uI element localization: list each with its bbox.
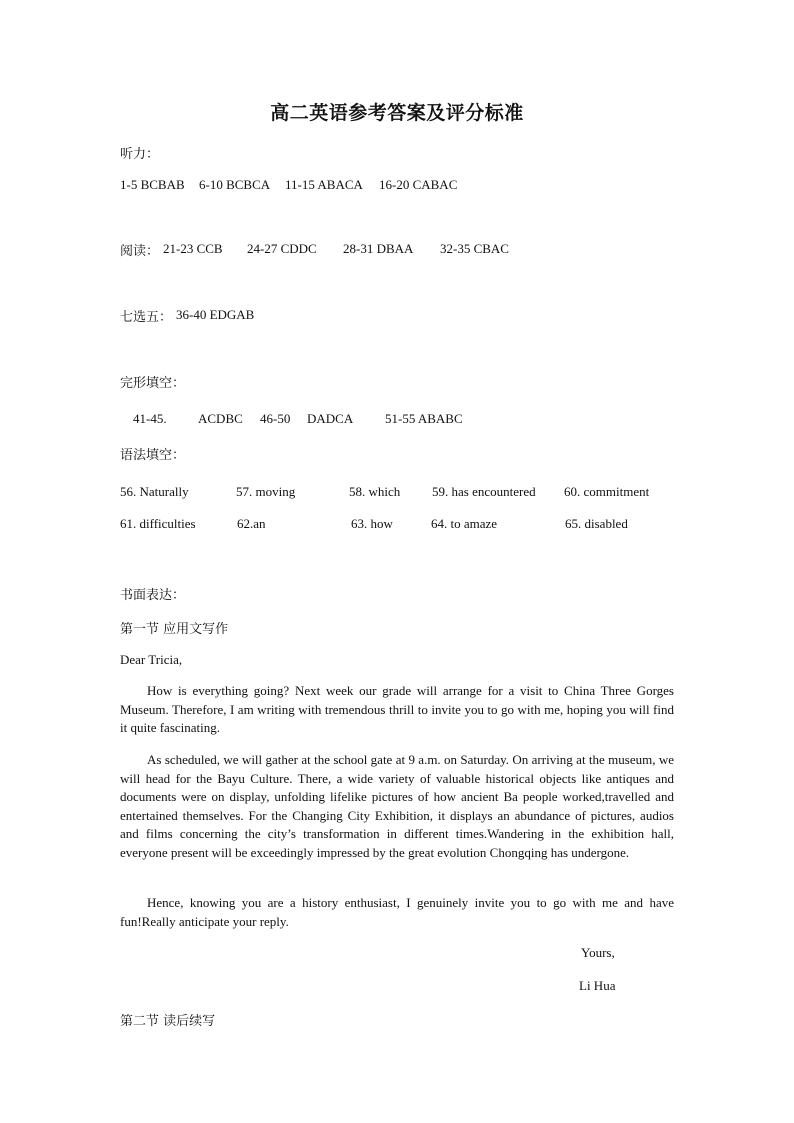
listening-answers-4: 16-20 CABAC — [379, 177, 458, 192]
grammar-answer-59: 59. has encountered — [432, 484, 536, 499]
reading-answers-2: 24-27 CDDC — [247, 241, 317, 256]
cloze-answers-2: DADCA — [307, 411, 354, 426]
page-title: 高二英语参考答案及评分标准 — [270, 102, 524, 124]
cloze-label: 完形填空： — [120, 376, 186, 391]
grammar-answer-61: 61. difficulties — [120, 516, 196, 531]
letter-closing: Yours, — [581, 945, 615, 960]
cloze-range-1: 41-45. — [133, 411, 167, 426]
seven-choose-five-label: 七选五： — [120, 310, 173, 325]
listening-answers-1: 1-5 BCBAB — [120, 177, 185, 192]
letter-paragraph-1: How is everything going? Next week our grade will arrange for a visit to China Three Gorges Museum. Therefore, I am writing with tremendous thrill to invite you to go with me, hoping you will find it quite fascinating. — [120, 683, 674, 735]
listening-answers-3: 11-15 ABACA — [285, 177, 363, 192]
reading-label: 阅读： — [120, 244, 160, 259]
letter-paragraph-2: As scheduled, we will gather at the school gate at 9 a.m. on Saturday. On arriving at the museum, we will head for the Bayu Culture. There, a wide variety of valuable historical objects like antiques and documents were on display, unfolding lifelike pictures of how ancient Ba people worked,travelled and entertained themselves. For the Changing City Exhibition, it displays an abundance of pictures, audios and films concerning the city’s transformation in different times.Wandering in the exhibition hall, everyone present will be exceedingly impressed by the great evolution Chongqing has undergone. — [120, 752, 674, 860]
writing-label: 书面表达： — [120, 588, 186, 603]
grammar-answer-65: 65. disabled — [565, 516, 628, 531]
reading-answers-1: 21-23 CCB — [163, 241, 223, 256]
seven-choose-five-answer: 36-40 EDGAB — [176, 307, 255, 322]
grammar-answer-63: 63. how — [351, 516, 393, 531]
reading-answers-3: 28-31 DBAA — [343, 241, 414, 256]
letter-greeting: Dear Tricia, — [120, 652, 183, 667]
grammar-answer-60: 60. commitment — [564, 484, 650, 499]
letter-paragraph-3: Hence, knowing you are a history enthusiast, I genuinely invite you to go with me and have fun!Really anticipate your reply. — [120, 895, 674, 929]
listening-answers-2: 6-10 BCBCA — [199, 177, 271, 192]
section1-title: 第一节 应用文写作 — [120, 622, 229, 637]
cloze-range-2: 46-50 — [260, 411, 291, 426]
listening-label: 听力： — [120, 147, 160, 162]
cloze-answers-3: 51-55 ABABC — [385, 411, 463, 426]
grammar-label: 语法填空： — [120, 448, 186, 463]
grammar-answer-58: 58. which — [349, 484, 401, 499]
cloze-answers-1: ACDBC — [198, 411, 243, 426]
letter-signature: Li Hua — [579, 978, 616, 993]
section2-title: 第二节 读后续写 — [120, 1014, 216, 1029]
reading-answers-4: 32-35 CBAC — [440, 241, 509, 256]
grammar-answer-62: 62.an — [237, 516, 266, 531]
grammar-answer-56: 56. Naturally — [120, 484, 189, 499]
grammar-answer-57: 57. moving — [236, 484, 296, 499]
grammar-answer-64: 64. to amaze — [431, 516, 498, 531]
